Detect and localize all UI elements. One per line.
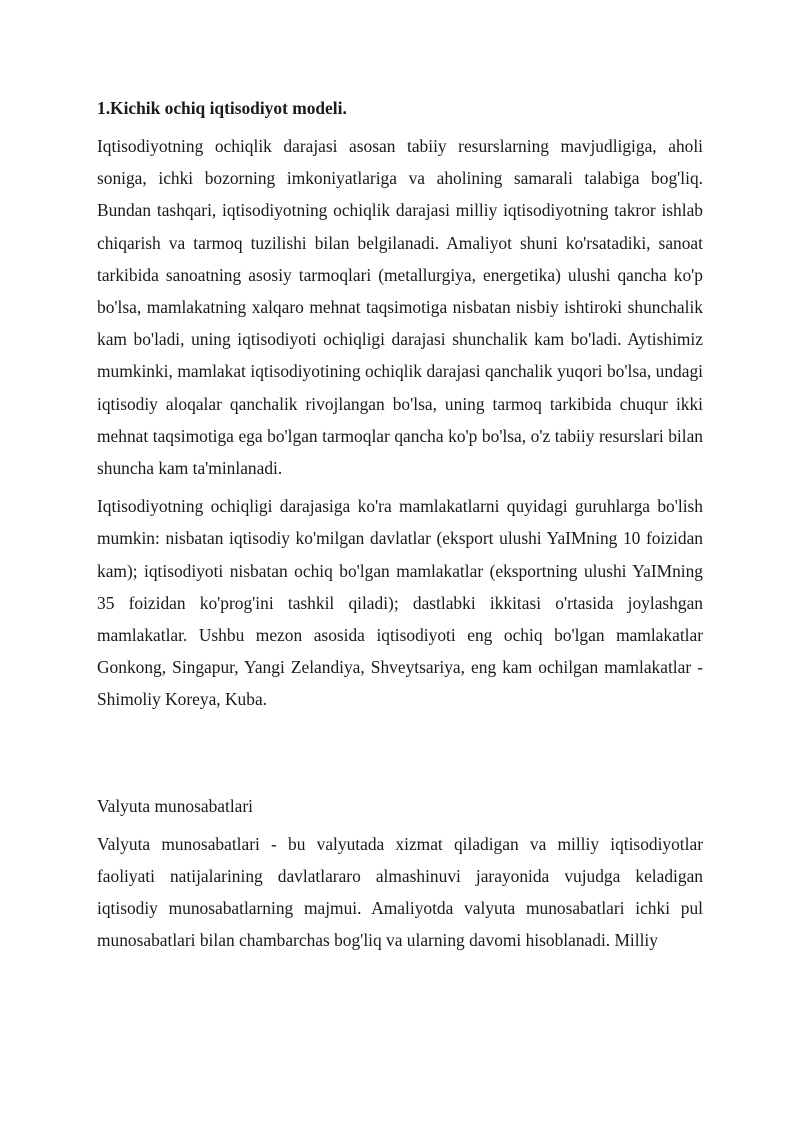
paragraph-country-groups: Iqtisodiyotning ochiqligi darajasiga ko'ra mamlakatlarni quyidagi guruhlarga bo'lish mumkin: nisbatan iqtisodiy ko'milgan davlatlar (eksport ulushi YaIMning 10 foizidan kam); iqtisodiyoti nisbatan ochiq bo'lgan mamlakatlar (eksportning ulushi YaIMning 35 foizidan ko'prog'ini tashkil qiladi); dastlabki ikkitasi o'rtasida joylashgan mamlakatlar. Ushbu mezon asosida iqtisodiyoti eng ochiq bo'lgan mamlakatlar Gonkong, Singapur, Yangi Zelandiya, Shveytsariya, eng kam ochilgan mamlakatlar - Shimoliy Koreya, Kuba.: [97, 496, 703, 710]
paragraph-currency-relations: Valyuta munosabatlari - bu valyutada xizmat qiladigan va milliy iqtisodiyotlar faoliyati natijalarining davlatlararo almashinuvi jarayonida vujudga keladigan iqtisodiy munosabatlarning majmui. Amaliyotda valyuta munosabatlari ichki pul munosabatlari bilan chambarchas bog'liq va ularning davomi hisoblanadi. Milliy: [97, 833, 703, 951]
section-heading: 1.Kichik ochiq iqtisodiyot modeli.: [97, 98, 347, 118]
subsection-heading: Valyuta munosabatlari: [97, 795, 253, 816]
paragraph-openness-factors: Iqtisodiyotning ochiqlik darajasi asosan tabiiy resurslarning mavjudligiga, aholi soniga, ichki bozorning imkoniyatlariga va aholining samarali talabiga bog'liq. Bundan tashqari, iqtisodiyotning ochiqlik darajasi milliy iqtisodiyotning takror ishlab chiqarish va tarmoq tuzilishi bilan belgilanadi. Amaliyot shuni ko'rsatadiki, sanoat tarkibida sanoatning asosiy tarmoqlari (metallurgiya, energetika) ulushi qancha ko'p bo'lsa, mamlakatning xalqaro mehnat taqsimotiga nisbatan nisbiy ishtiroki shunchalik kam bo'ladi, uning iqtisodiyoti ochiqligi darajasi shunchalik kam bo'ladi. Aytishimiz mumkinki, mamlakat iqtisodiyotining ochiqlik darajasi qanchalik yuqori bo'lsa, undagi iqtisodiy aloqalar qanchalik rivojlangan bo'lsa, uning tarmoq tarkibida chuqur ikki mehnat taqsimotiga ega bo'lgan tarmoqlar qancha ko'p bo'lsa, o'z tabiiy resurslari bilan shuncha kam ta'minlanadi.: [97, 136, 703, 479]
blank-space: [97, 722, 703, 790]
document-page: [97, 92, 703, 962]
